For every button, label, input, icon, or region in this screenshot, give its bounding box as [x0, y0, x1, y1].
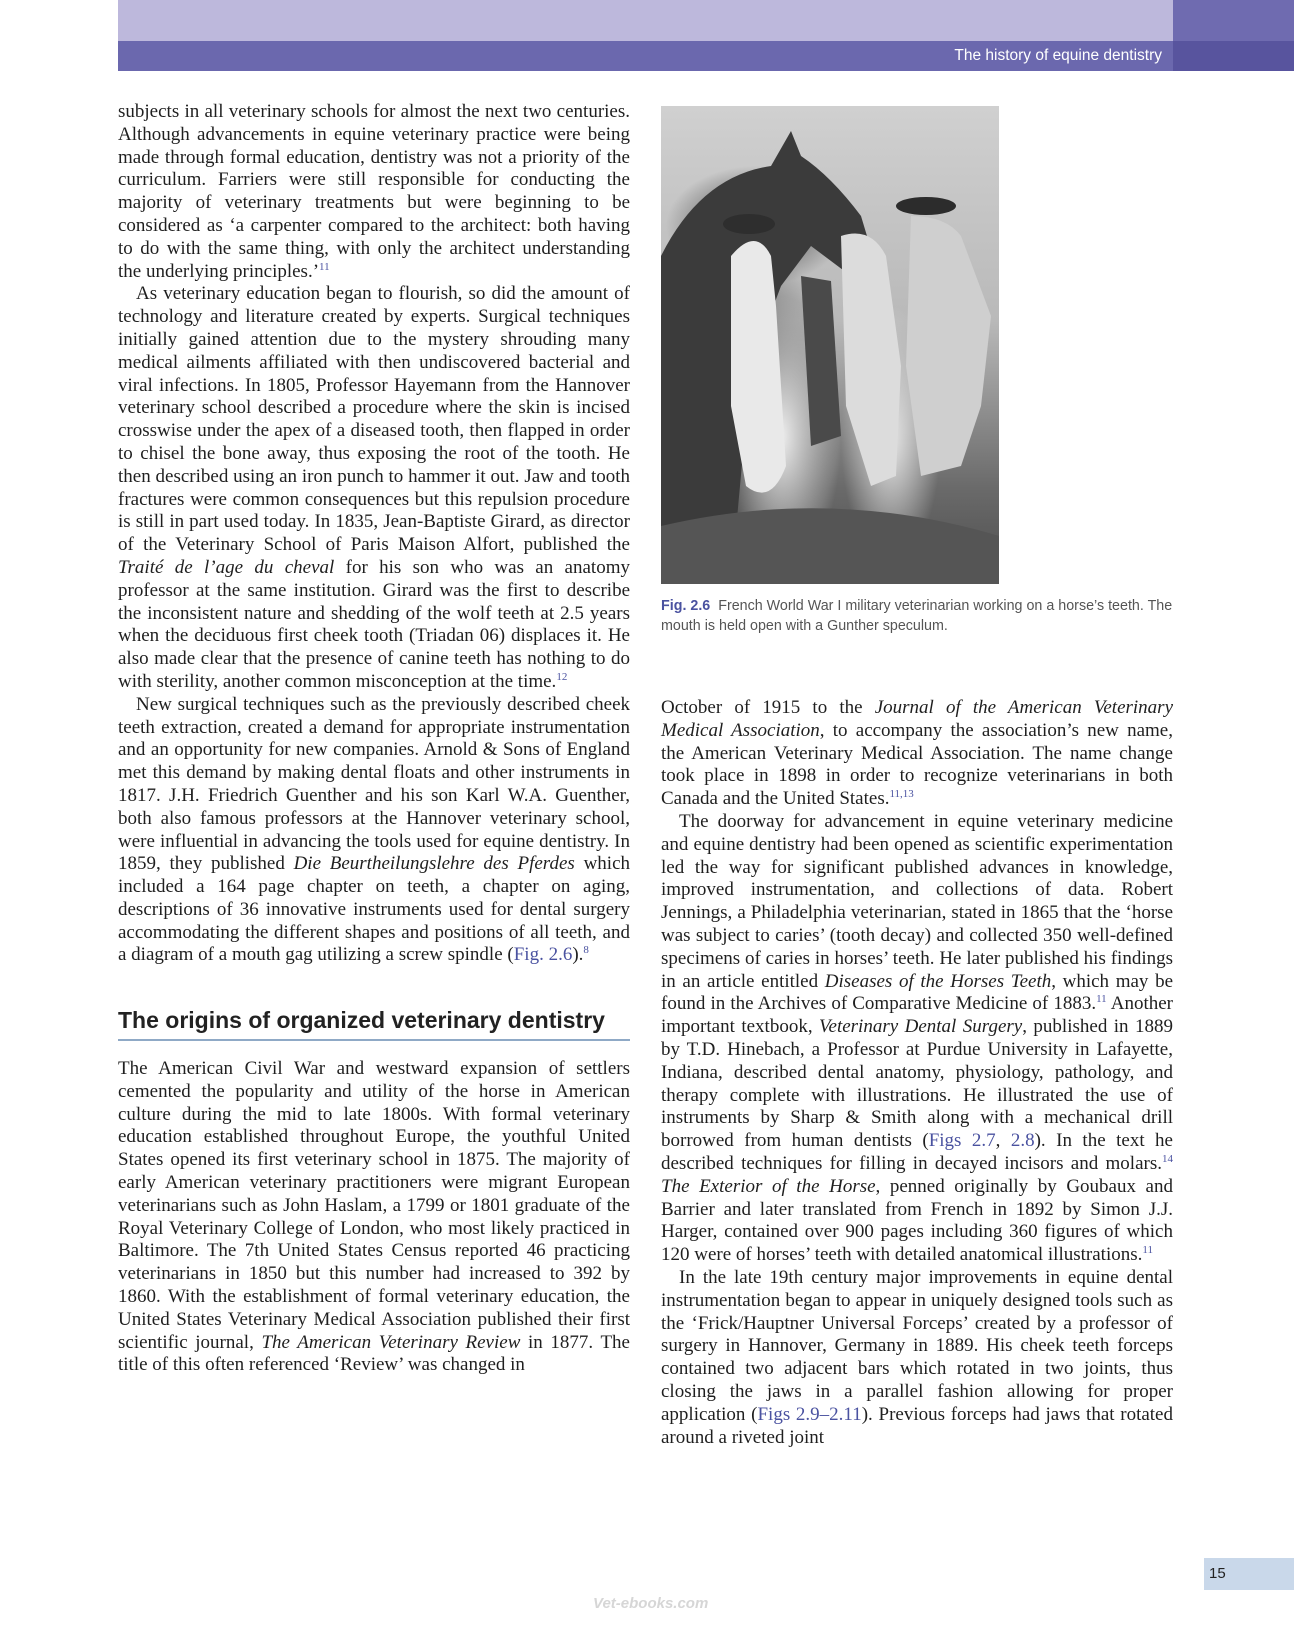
running-head: The history of equine dentistry: [954, 47, 1162, 64]
citation[interactable]: 12: [556, 670, 568, 683]
figure-link[interactable]: Fig. 2.6: [513, 944, 573, 966]
figure-link[interactable]: Figs 2.7: [928, 1130, 996, 1152]
figure-photo-horse-dentistry: [661, 106, 999, 584]
citation[interactable]: 11,13: [889, 788, 914, 801]
citation[interactable]: 11: [1096, 993, 1107, 1006]
citation[interactable]: 14: [1162, 1152, 1173, 1165]
paragraph: subjects in all veterinary schools for almost the next two centuries. Although advancements in equine veterinary practice were being made through formal education, dentistry was not a priority of the curriculum. Farriers were still responsible for conducting the majority of veterinary treatments but were beginning to be considered as ‘a carpenter compared to the architect: both having to do with the same thing, with only the architect understanding the underlying principles.’$^{11}$: [118, 101, 630, 282]
figure-caption: Fig. 2.6 French World War I military veterinarian working on a horse’s teeth. The mouth is held open with a Gunther speculum.: [661, 598, 1173, 634]
figure-label: Fig. 2.6: [661, 598, 711, 614]
paragraph: In the late 19th century major improvements in equine dental instrumentation began to appear in uniquely designed tools such as the ‘Frick/Hauptner Universal Forceps’ created by a professor of surgery in Hannover, Germany in 1889. His cheek teeth forceps contained two adjacent bars which rotated in two joints, thus closing the jaws in a parallel fashion allowing for proper application (Figs 2.9–2.11). Previous forceps had jaws that rotated around a riveted joint: [661, 1266, 1173, 1448]
figure-link[interactable]: 2.8: [1010, 1130, 1035, 1152]
page-number: 15: [1209, 1565, 1226, 1582]
paragraph: The doorway for advancement in equine veterinary medicine and equine dentistry had been opened as scientific experimentation led the way for significant published advances in knowledge, improved instrumentation, and collections of data. Robert Jennings, a Philadelphia veterinarian, stated in 1865 that the ‘horse was subject to caries’ (tooth decay) and collected 350 well-defined specimens of caries in horses’ teeth. He later published his findings in an article entitled Diseases of the Horses Teeth, which may be found in the Archives of Comparative Medicine of 1883.11 Another important textbook, Veterinary Dental Surgery, published in 1889 by T.D. Hinebach, a Professor at Purdue University in Lafayette, Indiana, described dental anatomy, physiology, pathology, and therapy complete with illustrations. He illustrated the use of instruments by Sharp & Smith along with a mechanical drill borrowed from human dentists (Figs 2.7, 2.8). In the text he described techniques for filling in decayed incisors and molars.$^{14}$ The Exterior of the Horse, penned originally by Goubaux and Barrier and later translated from French in 1892 by Simon J.J. Harger, contained over 900 pages including 360 figures of which 120 were of horses’ teeth with detailed anatomical illustrations.$^{11}$: [661, 810, 1174, 1266]
watermark: Vet-ebooks.com: [593, 1595, 709, 1612]
right-column: [661, 697, 1173, 1449]
citation[interactable]: 11: [319, 260, 330, 273]
citation[interactable]: 8: [583, 944, 589, 957]
paragraph: New surgical techniques such as the previously described cheek teeth extraction, created a demand for appropriate instrumentation and an opportunity for new companies. Arnold & Sons of England met this demand by making dental floats and other instruments in 1817. J.H. Friedrich Guenther and his son Karl W.A. Guenther, both also famous professors at the Hannover veterinary school, were influential in advancing the tools used for equine dentistry. In 1859, they published Die Beurtheilungslehre des Pferdes which included a 164 page chapter on teeth, a chapter on aging, descriptions of 36 innovative instruments used for dental surgery accommodating the different shapes and positions of all teeth, and a diagram of a mouth gag utilizing a screw spindle (Fig. 2.6).$^8$: [118, 693, 631, 966]
figure-link[interactable]: Figs 2.9–2.11: [757, 1403, 862, 1425]
header-band-top-accent: [1173, 0, 1294, 41]
citation[interactable]: 11: [1142, 1244, 1153, 1257]
photo-illustration: [661, 106, 999, 584]
paragraph: As veterinary education began to flourish, so did the amount of technology and literature created by experts. Surgical techniques initially gained attention due to the mystery shrouding many medical ailments affiliated with then undiscovered bacterial and viral infections. In 1805, Professor Hayemann from the Hannover veterinary school described a procedure where the skin is incised crosswise under the apex of a diseased tooth, then flapped in order to chisel the bone away, thus exposing the root of the tooth. He then described using an iron punch to hammer it out. Jaw and tooth fractures were common consequences but this repulsion procedure is still in part used today. In 1835, Jean-Baptiste Girard, as director of the Veterinary School of Paris Maison Alfort, published the Traité de l’age du cheval for his son who was an anatomy professor at the same institution. Girard was the first to describe the inconsistent nature and shedding of the wolf teeth at 2.5 years when the deciduous first cheek tooth (Triadan 06) displaces it. He also made clear that the presence of canine teeth has nothing to do with sterility, another common misconception at the time.$^{12}$: [118, 283, 630, 692]
left-column: [118, 101, 630, 1377]
section-heading: The origins of organized veterinary dentistry: [118, 1009, 630, 1041]
paragraph: October of 1915 to the Journal of the American Veterinary Medical Association, to accompany the association’s new name, the American Veterinary Medical Association. The name change took place in 1898 in order to recognize veterinarians in both Canada and the United States.$^{11,13}$: [661, 697, 1174, 810]
header-band-top: [118, 0, 1173, 41]
header-bar-accent: [1173, 41, 1294, 71]
paragraph: The American Civil War and westward expansion of settlers cemented the popularity and utility of the horse in American culture during the mid to late 1800s. With formal veterinary education established throughout Europe, the youthful United States opened its first veterinary school in 1875. The majority of early American veterinary practitioners were migrant European veterinarians such as John Haslam, a 1799 or 1801 graduate of the Royal Veterinary College of London, who most likely practiced in Baltimore. The 7th United States Census reported 46 practicing veterinarians in 1850 but this number had increased to 392 by 1860. With the establishment of formal veterinary education, the United States Veterinary Medical Association published their first scientific journal, The American Veterinary Review in 1877. The title of this often referenced ‘Review’ was changed in: [118, 1058, 630, 1376]
